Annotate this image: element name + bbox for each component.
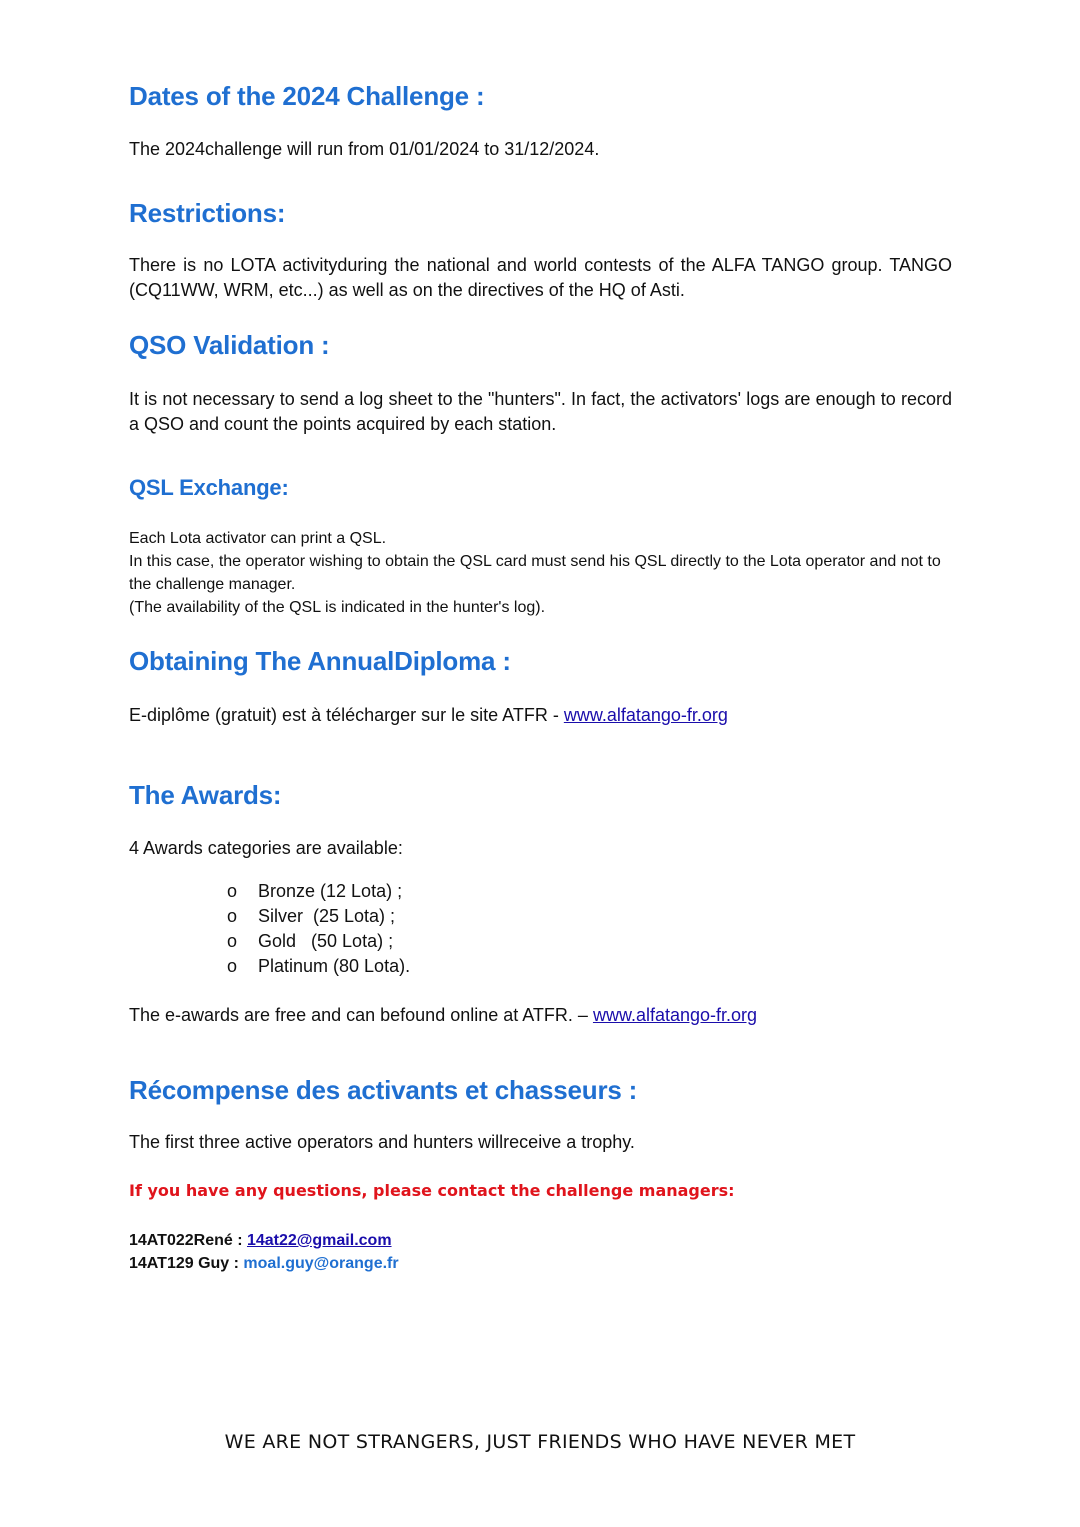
diploma-sentence: E-diplôme (gratuit) est à télécharger sur le site ATFR - bbox=[129, 705, 564, 725]
dates-text: The 2024challenge will run from 01/01/2024 to 31/12/2024. bbox=[129, 139, 600, 159]
qsl-line: Each Lota activator can print a QSL. bbox=[129, 530, 387, 547]
awards-outro bbox=[129, 1003, 952, 1028]
diploma-website-link[interactable]: www.alfatango-fr.org bbox=[563, 705, 728, 725]
contact-row bbox=[129, 1252, 399, 1275]
list-item bbox=[227, 904, 410, 929]
contact-email: moal.guy@orange.fr bbox=[243, 1255, 399, 1272]
award-gold: Gold (50 Lota) ; bbox=[258, 931, 394, 951]
contact-name: 14AT129 Guy : bbox=[129, 1255, 244, 1272]
circle-bullet-icon: o bbox=[227, 956, 238, 976]
qso-validation-text: It is not necessary to send a log sheet to the "hunters". In fact, the activators' logs are enough to record a QSO and count the points acquired by each station. bbox=[129, 389, 952, 434]
awards-intro: 4 Awards categories are available: bbox=[129, 838, 403, 858]
contact-email-link[interactable]: 14at22@gmail.com bbox=[246, 1232, 392, 1249]
restrictions-text: There is no LOTA activityduring the national and world contests of the ALFA TANGO group. TANGO (CQ11WW, WRM, etc...) as well as on the directives of the HQ of Asti. bbox=[129, 255, 952, 300]
list-item bbox=[227, 929, 410, 954]
qsl-exchange-text bbox=[129, 527, 952, 619]
diploma-text bbox=[129, 703, 952, 728]
award-silver: Silver (25 Lota) ; bbox=[258, 906, 396, 926]
awards-website-link[interactable]: www.alfatango-fr.org bbox=[592, 1005, 758, 1025]
awards-heading: The Awards: bbox=[129, 780, 282, 810]
circle-bullet-icon: o bbox=[227, 881, 238, 901]
list-item bbox=[227, 879, 410, 904]
restrictions-heading: Restrictions: bbox=[129, 198, 286, 228]
dates-heading: Dates of the 2024 Challenge : bbox=[129, 81, 485, 111]
awards-outro-sentence: The e-awards are free and can befound online at ATFR. – bbox=[129, 1005, 593, 1025]
contact-name: 14AT022René : bbox=[129, 1232, 247, 1249]
rewards-text: The first three active operators and hunters willreceive a trophy. bbox=[129, 1132, 635, 1152]
contact-row bbox=[129, 1229, 392, 1252]
qso-validation-heading: QSO Validation : bbox=[129, 330, 330, 360]
awards-list bbox=[227, 879, 410, 979]
diploma-heading: Obtaining The AnnualDiploma : bbox=[129, 646, 511, 676]
circle-bullet-icon: o bbox=[227, 931, 238, 951]
award-platinum: Platinum (80 Lota). bbox=[258, 956, 411, 976]
award-bronze: Bronze (12 Lota) ; bbox=[258, 881, 403, 901]
rewards-heading: Récompense des activants et chasseurs : bbox=[129, 1075, 638, 1105]
qsl-exchange-heading: QSL Exchange: bbox=[129, 475, 289, 500]
qsl-line: (The availability of the QSL is indicated in the hunter's log). bbox=[129, 599, 546, 616]
footer-motto: WE ARE NOT STRANGERS, JUST FRIENDS WHO HAVE NEVER MET bbox=[224, 1431, 856, 1453]
list-item bbox=[227, 954, 410, 979]
circle-bullet-icon: o bbox=[227, 906, 238, 926]
qsl-line: In this case, the operator wishing to obtain the QSL card must send his QSL directly to the Lota operator and not to the challenge manager. bbox=[129, 553, 941, 593]
contact-notice: If you have any questions, please contact the challenge managers: bbox=[129, 1181, 735, 1200]
